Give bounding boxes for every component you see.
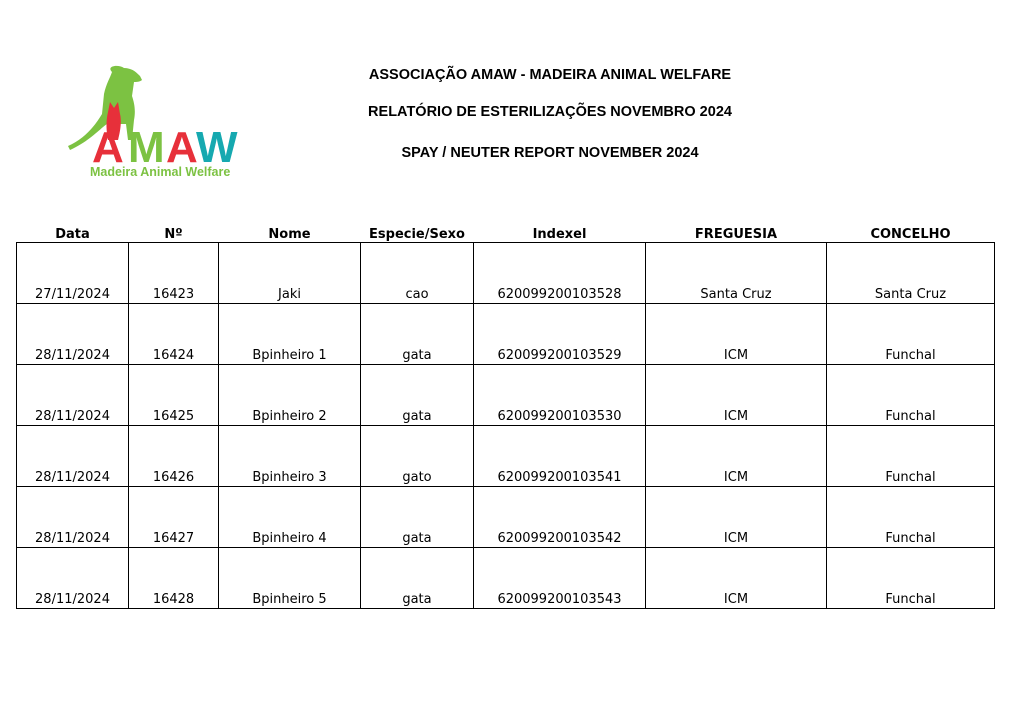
table-row: [17, 243, 995, 304]
logo-letter-m: M: [128, 123, 165, 167]
cell-data: 28/11/2024: [17, 487, 129, 548]
cell-nome: Bpinheiro 3: [219, 426, 361, 487]
cell-concelho: Funchal: [827, 365, 995, 426]
cell-concelho: Funchal: [827, 426, 995, 487]
cell-concelho: Santa Cruz: [827, 243, 995, 304]
cell-indexel: 620099200103529: [474, 304, 646, 365]
cell-data: 28/11/2024: [17, 304, 129, 365]
table-row: [17, 487, 995, 548]
cell-concelho: Funchal: [827, 304, 995, 365]
column-header-numero: Nº: [164, 227, 183, 242]
cell-indexel: 620099200103542: [474, 487, 646, 548]
table-row: [17, 548, 995, 609]
cell-numero: 16425: [129, 365, 219, 426]
association-title: ASSOCIAÇÃO AMAW - MADEIRA ANIMAL WELFARE: [368, 67, 732, 83]
cell-freguesia: Santa Cruz: [646, 243, 827, 304]
cell-numero: 16427: [129, 487, 219, 548]
cell-freguesia: ICM: [646, 487, 827, 548]
cell-indexel: 620099200103528: [474, 243, 646, 304]
cell-nome: Bpinheiro 4: [219, 487, 361, 548]
column-header-freguesia: FREGUESIA: [694, 227, 778, 242]
table-row: [17, 426, 995, 487]
amaw-logo: [62, 62, 242, 184]
cell-nome: Jaki: [219, 243, 361, 304]
cell-freguesia: ICM: [646, 365, 827, 426]
cell-especie: gata: [361, 487, 474, 548]
cell-data: 27/11/2024: [17, 243, 129, 304]
cell-data: 28/11/2024: [17, 548, 129, 609]
cell-indexel: 620099200103530: [474, 365, 646, 426]
report-title-pt: RELATÓRIO DE ESTERILIZAÇÕES NOVEMBRO 2024: [368, 104, 732, 120]
cell-data: 28/11/2024: [17, 365, 129, 426]
report-title-en: SPAY / NEUTER REPORT NOVEMBER 2024: [401, 145, 699, 161]
cell-numero: 16423: [129, 243, 219, 304]
logo-letter-a1: A: [92, 123, 124, 167]
table-row: [17, 365, 995, 426]
cell-especie: gata: [361, 304, 474, 365]
cell-especie: gato: [361, 426, 474, 487]
cell-indexel: 620099200103543: [474, 548, 646, 609]
cell-nome: Bpinheiro 1: [219, 304, 361, 365]
cell-especie: cao: [361, 243, 474, 304]
cell-data: 28/11/2024: [17, 426, 129, 487]
column-header-data: Data: [55, 227, 90, 242]
column-header-especie: Especie/Sexo: [369, 227, 465, 242]
dog-cat-logo-icon: [62, 62, 242, 167]
column-header-indexel: Indexel: [532, 227, 587, 242]
column-header-nome: Nome: [268, 227, 311, 242]
cell-numero: 16426: [129, 426, 219, 487]
table-row: [17, 304, 995, 365]
cell-nome: Bpinheiro 2: [219, 365, 361, 426]
cell-especie: gata: [361, 365, 474, 426]
logo-letter-a2: A: [166, 123, 198, 167]
logo-subtitle: Madeira Animal Welfare: [90, 165, 231, 179]
cell-numero: 16424: [129, 304, 219, 365]
column-header-concelho: CONCELHO: [870, 227, 951, 242]
cell-nome: Bpinheiro 5: [219, 548, 361, 609]
cell-freguesia: ICM: [646, 548, 827, 609]
cell-freguesia: ICM: [646, 304, 827, 365]
table-header-row: [17, 222, 995, 243]
cell-concelho: Funchal: [827, 548, 995, 609]
cell-concelho: Funchal: [827, 487, 995, 548]
cell-especie: gata: [361, 548, 474, 609]
cell-indexel: 620099200103541: [474, 426, 646, 487]
logo-letter-w: W: [196, 123, 238, 167]
spay-neuter-table: [16, 222, 995, 609]
cell-numero: 16428: [129, 548, 219, 609]
cell-freguesia: ICM: [646, 426, 827, 487]
